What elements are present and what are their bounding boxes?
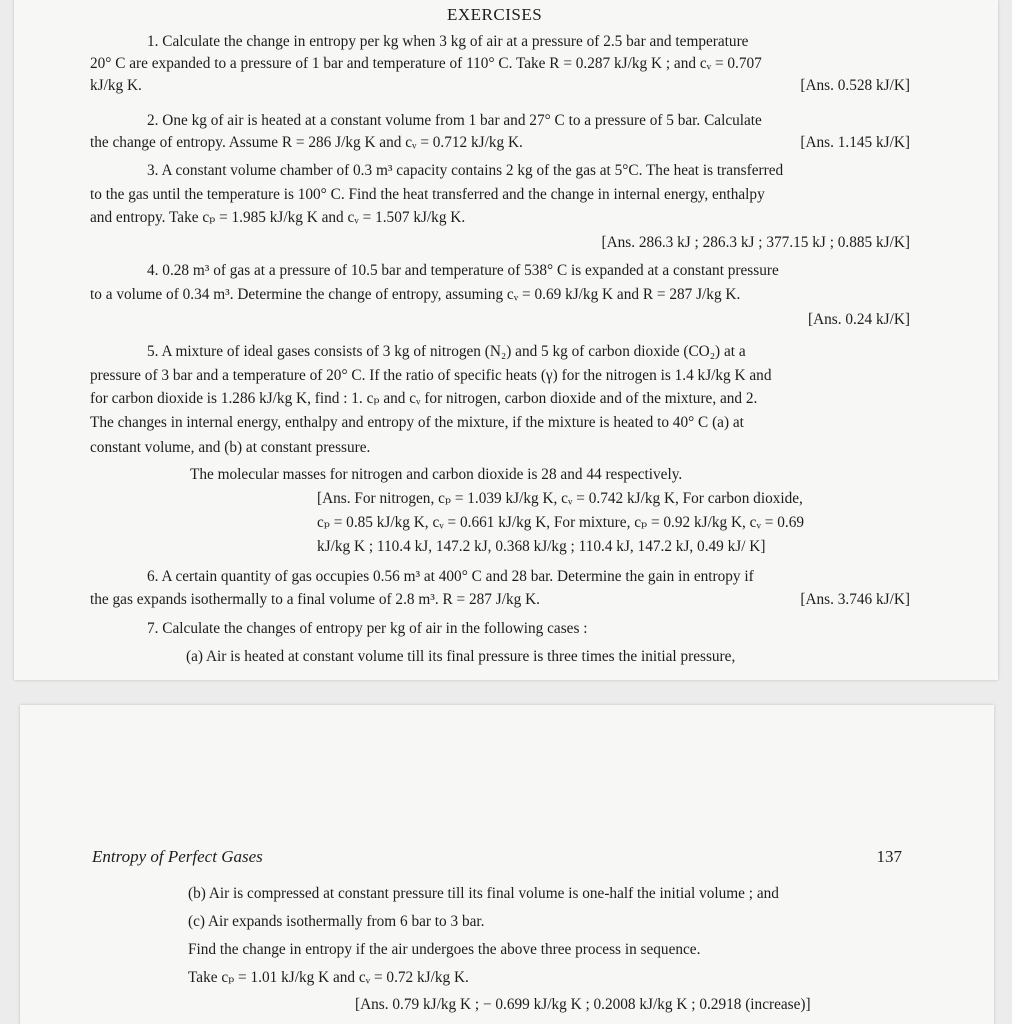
exercise-7-part-c: (c) Air expands isothermally from 6 bar to 3 bar. bbox=[188, 913, 485, 930]
exercise-1-line-1: 1. Calculate the change in entropy per kg when 3 kg of air at a pressure of 2.5 bar and temperature bbox=[147, 33, 749, 50]
exercise-7-constants: Take cₚ = 1.01 kJ/kg K and cᵥ = 0.72 kJ/kg K. bbox=[188, 969, 469, 986]
exercise-3-line-3: and entropy. Take cₚ = 1.985 kJ/kg K and cᵥ = 1.507 kJ/kg K. bbox=[90, 209, 466, 226]
exercise-7-part-b: (b) Air is compressed at constant pressure till its final volume is one-half the initial volume ; and bbox=[188, 885, 779, 902]
exercise-7-instruction: Find the change in entropy if the air undergoes the above three process in sequence. bbox=[188, 941, 701, 958]
textbook-page-top bbox=[14, 0, 998, 680]
exercise-6-line-2: the gas expands isothermally to a final volume of 2.8 m³. R = 287 J/kg K. bbox=[90, 591, 540, 608]
exercise-5-note: The molecular masses for nitrogen and carbon dioxide is 28 and 44 respectively. bbox=[190, 466, 683, 483]
exercise-7-answer: [Ans. 0.79 kJ/kg K ; − 0.699 kJ/kg K ; 0.2008 kJ/kg K ; 0.2918 (increase)] bbox=[355, 996, 811, 1013]
running-header-title: Entropy of Perfect Gases bbox=[92, 847, 263, 866]
exercise-2-line-1: 2. One kg of air is heated at a constant volume from 1 bar and 27° C to a pressure of 5 bar. Calculate bbox=[147, 112, 762, 129]
exercise-5-line-3: for carbon dioxide is 1.286 kJ/kg K, find : 1. cₚ and cᵥ for nitrogen, carbon dioxide and of the mixture, and 2. bbox=[90, 390, 758, 407]
exercise-4-line-2: to a volume of 0.34 m³. Determine the change of entropy, assuming cᵥ = 0.69 kJ/kg K and R = 287 J/kg K. bbox=[90, 286, 741, 303]
exercise-5-answer-line-1: [Ans. For nitrogen, cₚ = 1.039 kJ/kg K, cᵥ = 0.742 kJ/kg K, For carbon dioxide, bbox=[317, 490, 803, 507]
exercise-1-line-2: 20° C are expanded to a pressure of 1 bar and temperature of 110° C. Take R = 0.287 kJ/kg K ; and cᵥ = 0.707 bbox=[90, 55, 762, 72]
exercise-5-line-4: The changes in internal energy, enthalpy and entropy of the mixture, if the mixture is heated to 40° C (a) at bbox=[90, 414, 744, 431]
exercise-7-part-a: (a) Air is heated at constant volume till its final pressure is three times the initial pressure, bbox=[186, 648, 736, 665]
exercises-title: EXERCISES bbox=[447, 5, 543, 24]
exercise-6-answer: [Ans. 3.746 kJ/K] bbox=[800, 591, 910, 608]
exercise-5-line-2: pressure of 3 bar and a temperature of 20° C. If the ratio of specific heats (γ) for the nitrogen is 1.4 kJ/kg K and bbox=[90, 367, 772, 384]
exercise-5-answer-line-3: kJ/kg K ; 110.4 kJ, 147.2 kJ, 0.368 kJ/kg ; 110.4 kJ, 147.2 kJ, 0.49 kJ/ K] bbox=[317, 538, 766, 555]
exercise-4-answer: [Ans. 0.24 kJ/K] bbox=[808, 311, 910, 328]
exercise-3-line-2: to the gas until the temperature is 100° C. Find the heat transferred and the change in internal energy, enthalpy bbox=[90, 186, 765, 203]
exercise-6-line-1: 6. A certain quantity of gas occupies 0.56 m³ at 400° C and 28 bar. Determine the gain in entropy if bbox=[147, 568, 754, 585]
exercise-2-line-2: the change of entropy. Assume R = 286 J/kg K and cᵥ = 0.712 kJ/kg K. bbox=[90, 134, 523, 151]
exercise-1-answer: [Ans. 0.528 kJ/K] bbox=[800, 77, 910, 94]
exercise-4-line-1: 4. 0.28 m³ of gas at a pressure of 10.5 bar and temperature of 538° C is expanded at a constant pressure bbox=[147, 262, 779, 279]
page-number: 137 bbox=[876, 847, 902, 866]
exercise-3-answer: [Ans. 286.3 kJ ; 286.3 kJ ; 377.15 kJ ; 0.885 kJ/K] bbox=[601, 234, 910, 251]
exercise-5-line-1: 5. A mixture of ideal gases consists of 3 kg of nitrogen (N₂) and 5 kg of carbon dioxide (CO₂) at a bbox=[147, 343, 746, 360]
exercise-3-line-1: 3. A constant volume chamber of 0.3 m³ capacity contains 2 kg of the gas at 5°C. The heat is transferred bbox=[147, 162, 784, 179]
textbook-page-bottom bbox=[20, 705, 994, 1024]
exercise-1-line-3: kJ/kg K. bbox=[90, 77, 142, 94]
exercise-7-line-1: 7. Calculate the changes of entropy per kg of air in the following cases : bbox=[147, 620, 588, 637]
exercise-5-line-5: constant volume, and (b) at constant pressure. bbox=[90, 439, 371, 456]
exercise-5-answer-line-2: cₚ = 0.85 kJ/kg K, cᵥ = 0.661 kJ/kg K, For mixture, cₚ = 0.92 kJ/kg K, cᵥ = 0.69 bbox=[317, 514, 804, 531]
exercise-2-answer: [Ans. 1.145 kJ/K] bbox=[800, 134, 910, 151]
